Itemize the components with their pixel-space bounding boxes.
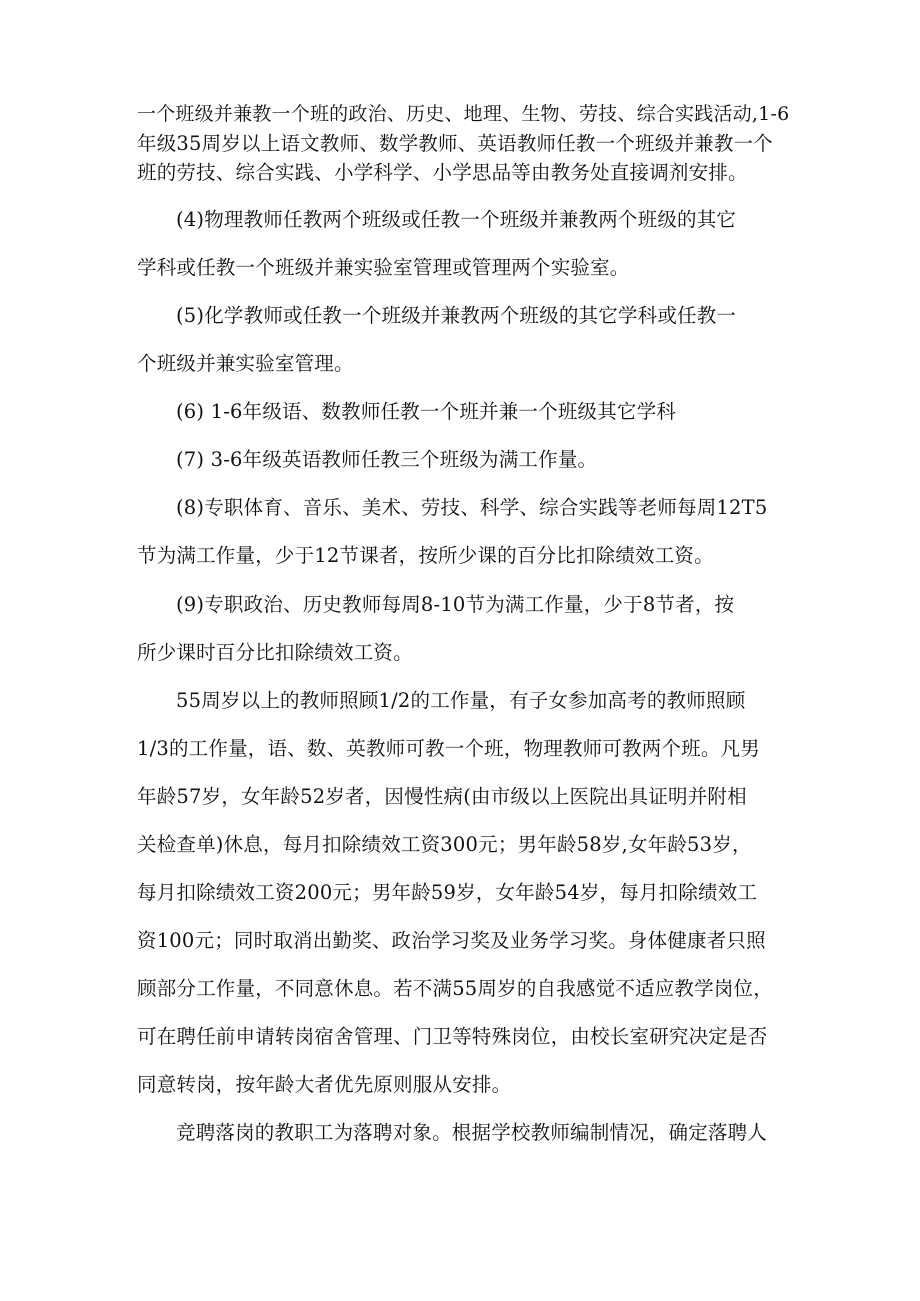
text-line-3: 班的劳技、综合实践、小学科学、小学思品等由教务处直接调剂安排。	[137, 161, 748, 184]
item-7-line: (7) 3-6年级英语教师任教三个班级为满工作量。	[176, 448, 598, 471]
item-9-line-1: (9)专职政治、历史教师每周8-10节为满工作量，少于8节者，按	[176, 593, 735, 616]
item-9-line-2: 所少课时百分比扣除绩效工资。	[137, 641, 413, 664]
para-senior-line-5: 每月扣除绩效工资200元；男年龄59岁，女年龄54岁，每月扣除绩效工	[137, 881, 758, 904]
para-senior-line-8: 可在聘任前申请转岗宿舍管理、门卫等特殊岗位，由校长室研究决定是否	[137, 1025, 768, 1048]
item-4-line-2: 学科或任教一个班级并兼实验室管理或管理两个实验室。	[137, 256, 630, 279]
text-line-2: 年级35周岁以上语文教师、数学教师、英语教师任教一个班级并兼教一个	[137, 132, 773, 155]
item-4-line-1: (4)物理教师任教两个班级或任教一个班级并兼教两个班级的其它	[176, 208, 737, 231]
item-5-line-2: 个班级并兼实验室管理。	[137, 352, 354, 375]
para-senior-line-9: 同意转岗，按年龄大者优先原则服从安排。	[137, 1073, 512, 1096]
item-5-line-1: (5)化学教师或任教一个班级并兼教两个班级的其它学科或任教一	[176, 304, 737, 327]
para-senior-line-6: 资100元；同时取消出勤奖、政治学习奖及业务学习奖。身体健康者只照	[137, 929, 766, 952]
para-senior-line-4: 关检查单)休息，每月扣除绩效工资300元；男年龄58岁,女年龄53岁，	[137, 833, 752, 856]
item-8-line-2: 节为满工作量，少于12节课者，按所少课的百分比扣除绩效工资。	[137, 544, 714, 567]
para-senior-line-1: 55周岁以上的教师照顾1/2的工作量，有子女参加高考的教师照顾	[176, 689, 746, 712]
item-8-line-1: (8)专职体育、音乐、美术、劳技、科学、综合实践等老师每周12T5	[176, 496, 768, 519]
item-6-line: (6) 1-6年级语、数教师任教一个班并兼一个班级其它学科	[176, 400, 677, 423]
text-line-1: 一个班级并兼教一个班的政治、历史、地理、生物、劳技、综合实践活动,1-6	[137, 103, 790, 125]
para-unhired-line-1: 竞聘落岗的教职工为落聘对象。根据学校教师编制情况，确定落聘人	[176, 1121, 768, 1144]
para-senior-line-2: 1/3的工作量，语、数、英教师可教一个班，物理教师可教两个班。凡男	[137, 737, 760, 760]
para-senior-line-3: 年龄57岁，女年龄52岁者，因慢性病(由市级以上医院出具证明并附相	[137, 785, 747, 808]
para-senior-line-7: 顾部分工作量，不同意休息。若不满55周岁的自我感觉不适应教学岗位，	[137, 977, 773, 1000]
